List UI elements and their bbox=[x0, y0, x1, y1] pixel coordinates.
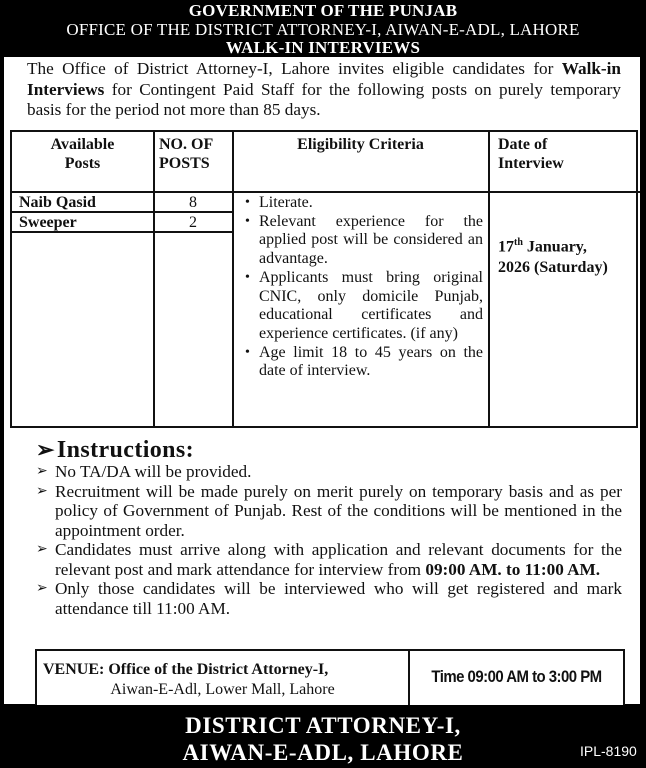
header-available-posts bbox=[12, 135, 153, 173]
venue-box bbox=[35, 649, 625, 707]
criteria-item: • Age limit 18 to 45 years on the date of interview. bbox=[245, 344, 483, 381]
instruction-text: Recruitment will be made purely on merit purely on temporary basis and as per policy of Government of Punjab. Rest of the conditions will be mentioned in the appointment order. bbox=[55, 481, 622, 540]
footer-line-2: AIWAN-E-ADL, LAHORE bbox=[182, 740, 464, 765]
instructions-title-text: Instructions: bbox=[56, 437, 195, 463]
venue-line-1: VENUE: Office of the District Attorney-I, bbox=[43, 661, 329, 678]
footer-line-1: DISTRICT ATTORNEY-I, bbox=[185, 713, 461, 738]
eligibility-criteria-list bbox=[245, 194, 483, 381]
ad-reference-code: IPL-8190 bbox=[580, 743, 637, 759]
walk-in-title: WALK-IN INTERVIEWS bbox=[225, 38, 421, 57]
instruction-text: Candidates must arrive along with application and relevant documents for the relevant post and mark attendance for interview from bbox=[55, 540, 622, 579]
criteria-item: • Relevant experience for the applied post will be considered an advantage. bbox=[245, 213, 483, 269]
table-divider bbox=[232, 132, 234, 426]
instruction-item bbox=[36, 579, 622, 618]
header-eligibility-criteria: Eligibility Criteria bbox=[297, 136, 424, 153]
criteria-item: • Literate. bbox=[245, 194, 483, 213]
venue-line-2: Aiwan-E-Adl, Lower Mall, Lahore bbox=[110, 681, 335, 698]
date-suffix: th bbox=[514, 237, 523, 248]
table-divider bbox=[153, 132, 155, 426]
instructions-list bbox=[36, 462, 622, 618]
arrow-bullet-icon: ➢ bbox=[36, 542, 48, 557]
instruction-item bbox=[36, 482, 622, 541]
header-text: Available Posts bbox=[50, 136, 115, 172]
post-name: Sweeper bbox=[19, 214, 77, 231]
criteria-item: • Applicants must bring original CNIC, only domicile Punjab, educational certificates and experience certificates. (if any) bbox=[245, 269, 483, 344]
date-day: 17 bbox=[498, 238, 514, 256]
arrow-bullet-icon: ➢ bbox=[36, 483, 48, 499]
posts-table bbox=[10, 130, 638, 428]
interview-date bbox=[498, 232, 638, 278]
intro-paragraph bbox=[27, 59, 621, 121]
post-count: 8 bbox=[189, 194, 197, 211]
arrow-bullet-icon: ➢ bbox=[36, 464, 48, 479]
instruction-text: No TA/DA will be provided. bbox=[55, 462, 252, 481]
arrow-bullet-icon: ➢ bbox=[36, 437, 55, 462]
venue-time: Time 09:00 AM to 3:00 PM bbox=[431, 667, 602, 686]
header-date-of-interview: Date of Interview bbox=[498, 136, 564, 172]
instructions-heading bbox=[36, 437, 194, 464]
instruction-bold-time: 09:00 AM. to 11:00 AM. bbox=[425, 559, 601, 579]
table-divider bbox=[488, 132, 490, 426]
intro-text: The Office of District Attorney-I, Lahore invites eligible candidates for bbox=[27, 59, 562, 78]
arrow-bullet-icon: ➢ bbox=[36, 581, 48, 596]
instruction-text: Only those candidates will be interviewed who will get registered and mark attendance till 11:00 AM. bbox=[55, 579, 622, 618]
post-count: 2 bbox=[189, 214, 197, 231]
date-year-weekday: 2026 (Saturday) bbox=[498, 259, 608, 277]
post-name: Naib Qasid bbox=[19, 194, 96, 211]
header-no-of-posts: NO. OF POSTS bbox=[159, 136, 213, 172]
advertisement-header bbox=[0, 0, 646, 57]
table-divider bbox=[12, 191, 640, 193]
venue-divider bbox=[408, 651, 410, 705]
intro-text-continued: for Contingent Paid Staff for the following posts on purely temporary basis for the period not more than 85 days. bbox=[27, 79, 621, 119]
instruction-item bbox=[36, 462, 622, 482]
office-title: OFFICE OF THE DISTRICT ATTORNEY-I, AIWAN-E-ADL, LAHORE bbox=[66, 20, 580, 39]
intro-bold-text: Walk-in Interviews bbox=[27, 59, 621, 99]
advertisement-footer bbox=[0, 705, 646, 768]
instruction-item bbox=[36, 540, 622, 579]
government-title: GOVERNMENT OF THE PUNJAB bbox=[188, 1, 458, 20]
date-month: January, bbox=[522, 238, 587, 256]
